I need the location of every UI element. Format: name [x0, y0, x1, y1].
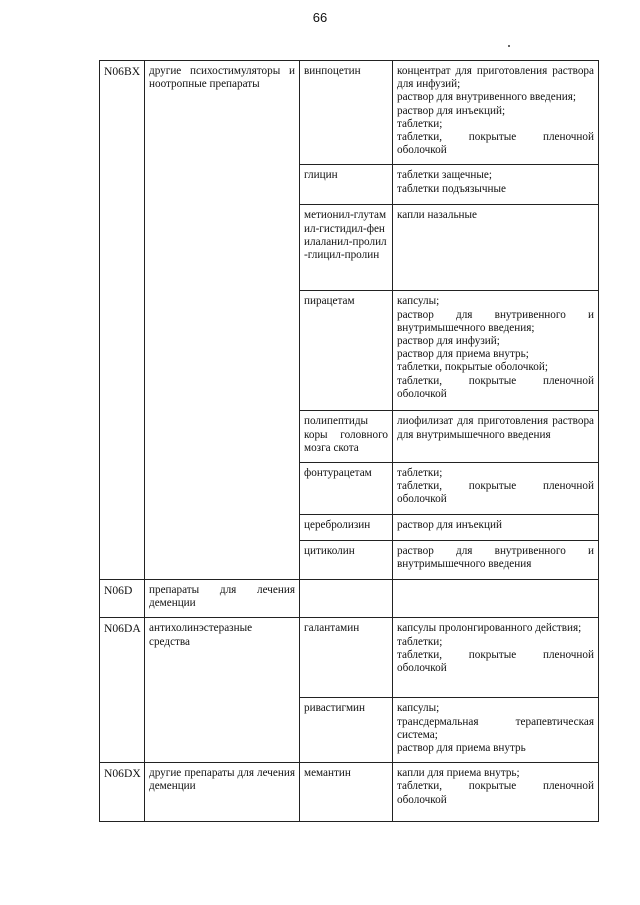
dosage-forms-cell	[393, 463, 599, 515]
drug-table	[99, 60, 599, 822]
dosage-forms-cell	[393, 205, 599, 291]
substance-cell: глицин	[300, 165, 393, 205]
substance-cell: метионил-глутамил-гистидил-фенилаланил-пролил-глицил-пролин	[300, 205, 393, 291]
atc-code-cell: N06DA	[100, 618, 145, 763]
dosage-form: раствор для приема внутрь	[397, 742, 526, 755]
dosage-form: капсулы;	[397, 295, 440, 308]
dosage-forms-cell	[393, 411, 599, 463]
dosage-form: таблетки, покрытые оболочкой;	[397, 361, 548, 374]
dosage-form: таблетки, покрытые пленочной оболочкой	[397, 374, 594, 400]
dosage-forms-cell	[393, 541, 599, 580]
substance-cell: ривастигмин	[300, 698, 393, 763]
dosage-form: капли для приема внутрь;	[397, 767, 520, 780]
dosage-forms-cell	[393, 165, 599, 205]
dosage-forms-cell	[393, 580, 599, 618]
dosage-form: лиофилизат для приготовления раствора для внутримышечного введения	[397, 415, 594, 441]
dosage-form: таблетки, покрытые пленочной оболочкой	[397, 480, 594, 506]
dosage-form: капли назальные	[397, 209, 478, 222]
dosage-form: раствор для приема внутрь;	[397, 348, 529, 361]
dosage-forms-cell	[393, 698, 599, 763]
substance-cell: винпоцетин	[300, 61, 393, 165]
dosage-form: таблетки защечные;	[397, 169, 492, 182]
dosage-form: раствор для внутривенного введения;	[397, 91, 576, 104]
dosage-form: таблетки;	[397, 635, 443, 648]
group-name-cell: препараты для лечения деменции	[145, 580, 300, 618]
dosage-form: концентрат для приготовления раствора для инфузий;	[397, 65, 594, 91]
substance-cell: пирацетам	[300, 291, 393, 411]
dosage-form: таблетки;	[397, 467, 443, 480]
substance-cell: церебролизин	[300, 515, 393, 541]
substance-cell: полипептиды коры головного мозга скота	[300, 411, 393, 463]
table-row	[100, 618, 599, 698]
dosage-form: таблетки;	[397, 117, 443, 130]
table-row	[100, 580, 599, 618]
group-name-cell: антихолинэстеразные средства	[145, 618, 300, 763]
group-name-cell: другие психостимуляторы и ноотропные препараты	[145, 61, 300, 580]
substance-cell: фонтурацетам	[300, 463, 393, 515]
dosage-form: раствор для внутривенного и внутримышечного введения;	[397, 308, 594, 334]
dosage-form: таблетки, покрытые пленочной оболочкой	[397, 648, 594, 675]
dosage-form: раствор для инфузий;	[397, 335, 500, 348]
dosage-form: таблетки подъязычные	[397, 182, 506, 195]
atc-code-cell: N06DX	[100, 763, 145, 822]
substance-cell: галантамин	[300, 618, 393, 698]
dosage-form: трансдермальная терапевтическая система;	[397, 715, 594, 741]
dosage-form: раствор для внутривенного и внутримышечного введения	[397, 545, 594, 571]
dosage-form: раствор для инъекций;	[397, 104, 506, 117]
substance-cell	[300, 580, 393, 618]
group-name-cell: другие препараты для лечения деменции	[145, 763, 300, 822]
dosage-form: таблетки, покрытые пленочной оболочкой	[397, 131, 594, 157]
substance-cell: цитиколин	[300, 541, 393, 580]
dosage-forms-cell	[393, 515, 599, 541]
dosage-form: капсулы пролонгированного действия;	[397, 622, 582, 635]
dosage-forms-cell	[393, 618, 599, 698]
atc-code-cell: N06D	[100, 580, 145, 618]
table-row	[100, 61, 599, 165]
atc-code-cell: N06BX	[100, 61, 145, 580]
page-number: 66	[312, 10, 328, 25]
dosage-form: таблетки, покрытые пленочной оболочкой	[397, 780, 594, 806]
dosage-form: раствор для инъекций	[397, 519, 502, 532]
scan-mark	[508, 45, 510, 47]
dosage-form: капсулы;	[397, 702, 440, 715]
table-row	[100, 763, 599, 822]
dosage-forms-cell	[393, 291, 599, 411]
drug-table-body	[100, 61, 599, 822]
dosage-forms-cell	[393, 763, 599, 822]
substance-cell: мемантин	[300, 763, 393, 822]
dosage-forms-cell	[393, 61, 599, 165]
